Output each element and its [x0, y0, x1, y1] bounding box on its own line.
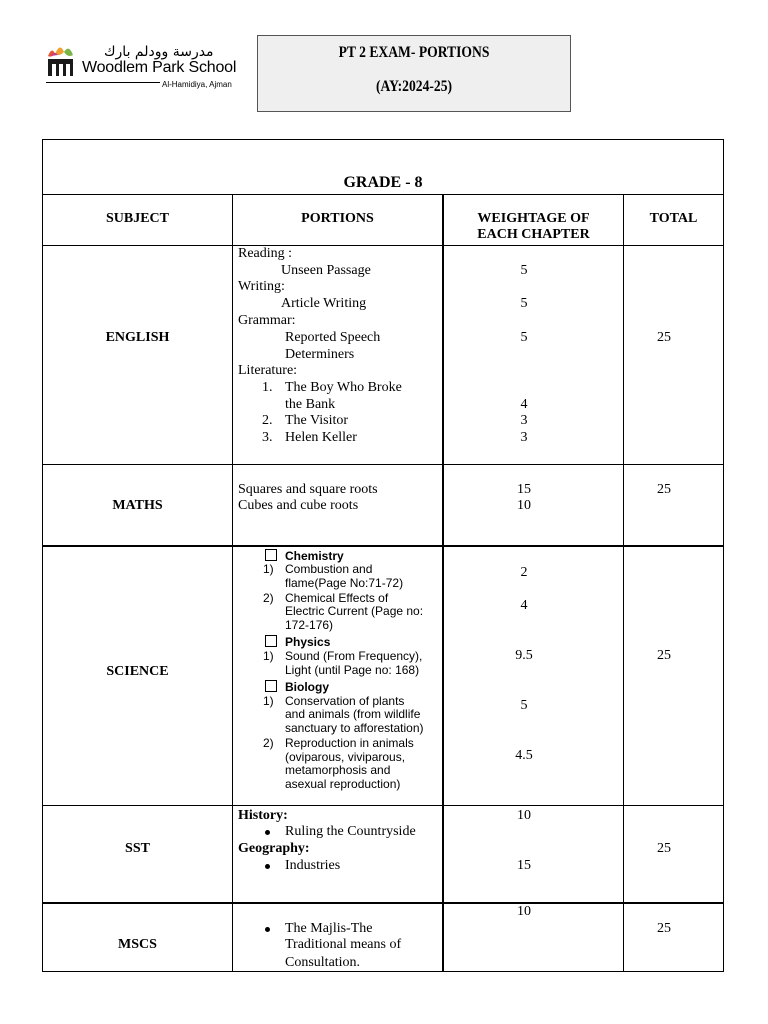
weightage-value: 10: [517, 904, 531, 919]
portion-item: and animals (from wildlife: [285, 707, 421, 721]
portion-item: Chemical Effects of: [285, 591, 389, 605]
portion-item: Cubes and cube roots: [238, 498, 359, 513]
subject-mscs: MSCS: [118, 937, 157, 952]
weightage-value: 5: [520, 698, 528, 713]
weightage-value: 9.5: [515, 648, 533, 663]
total-value: 25: [657, 841, 671, 856]
list-number: 3.: [262, 430, 273, 445]
header-weightage-2: EACH CHAPTER: [477, 227, 590, 242]
portion-item: Helen Keller: [285, 430, 357, 445]
portions-table: [42, 139, 724, 972]
portion-label: Reading :: [238, 246, 293, 261]
subject-sst: SST: [125, 841, 150, 856]
portion-label: Writing:: [238, 279, 285, 294]
portion-item: Combustion and: [285, 562, 373, 576]
grade-heading: GRADE - 8: [343, 174, 423, 191]
subject-maths: MATHS: [112, 498, 163, 513]
weightage-value: 5: [520, 296, 528, 311]
bullet-icon: [265, 927, 270, 932]
weightage-value: 4: [520, 598, 528, 613]
weightage-value: 4.5: [515, 748, 533, 763]
school-location: Al-Hamidiya, Ajman: [162, 80, 232, 89]
list-number: 2.: [262, 413, 273, 428]
portion-item: Reproduction in animals: [285, 736, 414, 750]
portion-item: flame(Page No:71-72): [285, 576, 404, 590]
school-name-arabic: مدرسة وودلم بارك: [104, 44, 214, 60]
weightage-value: 3: [520, 430, 528, 445]
checkbox-icon: [265, 680, 277, 692]
portion-item: Ruling the Countryside: [285, 824, 416, 839]
weightage-value: 2: [520, 565, 528, 580]
column-divider: [232, 194, 233, 971]
portion-item: The Boy Who Broke: [285, 380, 402, 395]
list-number: 1): [263, 649, 274, 663]
portion-label: Geography:: [238, 841, 310, 856]
total-value: 25: [657, 921, 671, 936]
bullet-icon: [265, 830, 270, 835]
portion-item: the Bank: [285, 397, 336, 412]
portion-item: Traditional means of: [285, 937, 402, 952]
row-divider: [43, 545, 723, 547]
portion-item: Unseen Passage: [281, 263, 371, 278]
weightage-value: 3: [520, 413, 528, 428]
title-box: [257, 35, 571, 112]
science-section-chemistry: Chemistry: [265, 549, 344, 564]
list-number: 2): [263, 591, 274, 605]
school-logo-icon: [46, 42, 76, 78]
portion-item: The Visitor: [285, 413, 349, 428]
list-number: 2): [263, 736, 274, 750]
portion-item: The Majlis-The: [285, 921, 373, 936]
portion-item: Light (until Page no: 168): [285, 663, 420, 677]
checkbox-icon: [265, 549, 277, 561]
total-value: 25: [657, 648, 671, 663]
portion-label: Literature:: [238, 363, 298, 378]
list-number: 1.: [262, 380, 273, 395]
portion-label: History:: [238, 808, 288, 823]
list-number: 1): [263, 562, 274, 576]
header-subject: SUBJECT: [105, 211, 170, 226]
school-logo: [46, 42, 236, 92]
subject-science: SCIENCE: [106, 664, 169, 679]
row-divider: [43, 245, 723, 246]
row-divider: [43, 805, 723, 806]
portion-item: Consultation.: [285, 955, 361, 970]
row-divider: [43, 194, 723, 195]
total-value: 25: [657, 482, 671, 497]
academic-year: (AY:2024-25): [375, 78, 453, 95]
school-name: Woodlem Park School: [82, 59, 237, 76]
weightage-value: 10: [517, 808, 531, 823]
weightage-value: 15: [517, 482, 531, 497]
portion-item: Electric Current (Page no:: [285, 604, 424, 618]
portion-item: asexual reproduction): [285, 777, 401, 791]
subject-english: ENGLISH: [105, 330, 170, 345]
bullet-icon: [265, 864, 270, 869]
science-section-physics: Physics: [265, 635, 330, 650]
portion-item: metamorphosis and: [285, 763, 391, 777]
portion-item: 172-176): [285, 618, 334, 632]
portion-item: Determiners: [285, 347, 355, 362]
portion-item: (oviparous, viviparous,: [285, 750, 406, 764]
portion-item: Reported Speech: [285, 330, 381, 345]
header-total: TOTAL: [649, 211, 698, 226]
portion-item: Conservation of plants: [285, 694, 405, 708]
row-divider: [43, 902, 723, 904]
total-value: 25: [657, 330, 671, 345]
row-divider: [43, 464, 723, 465]
portion-item: Article Writing: [281, 296, 367, 311]
portion-item: Sound (From Frequency),: [285, 649, 423, 663]
checkbox-icon: [265, 635, 277, 647]
science-section-biology: Biology: [265, 680, 329, 695]
header-weightage: WEIGHTAGE OF: [477, 211, 590, 226]
weightage-value: 5: [520, 330, 528, 345]
weightage-value: 10: [517, 498, 531, 513]
document-title: PT 2 EXAM- PORTIONS: [338, 44, 490, 61]
header-portions: PORTIONS: [301, 211, 374, 226]
portion-item: sanctuary to afforestation): [285, 721, 424, 735]
weightage-value: 5: [520, 263, 528, 278]
weightage-value: 4: [520, 397, 528, 412]
portion-label: Grammar:: [238, 313, 296, 328]
weightage-value: 15: [517, 858, 531, 873]
portion-item: Industries: [285, 858, 341, 873]
portion-item: Squares and square roots: [238, 482, 378, 497]
list-number: 1): [263, 694, 274, 708]
